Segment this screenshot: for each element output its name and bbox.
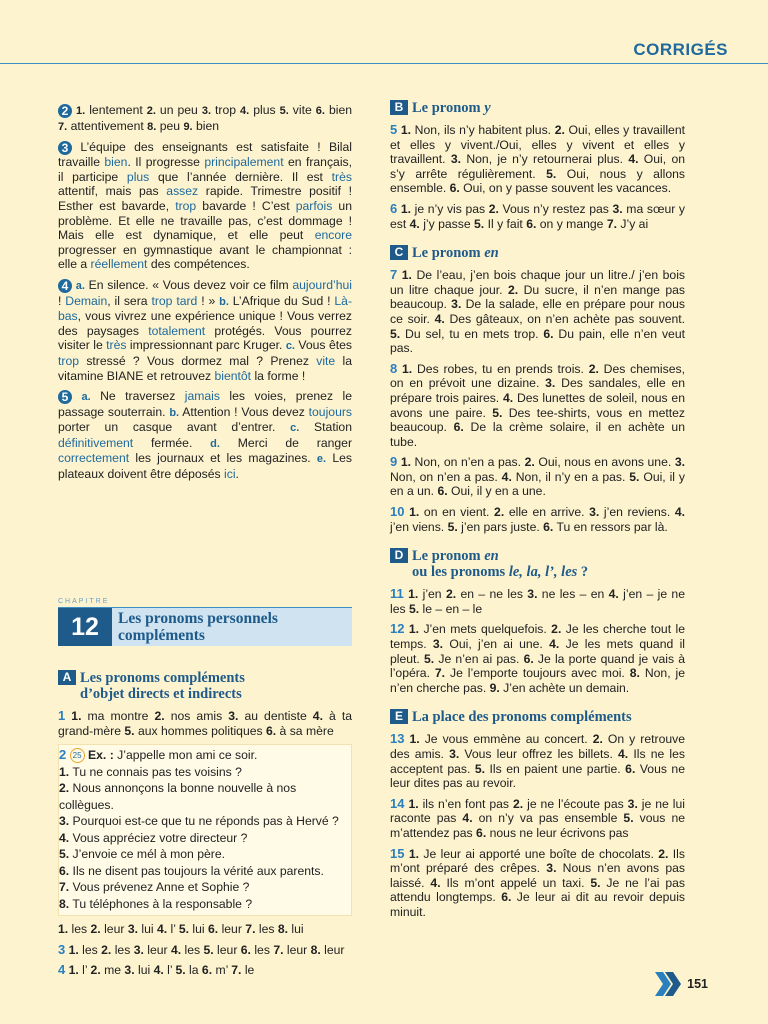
chapter-label: CHAPITRE xyxy=(58,598,110,605)
chapter-number: 12 xyxy=(58,608,112,646)
exercise-2: 2 1. lentement 2. un peu 3. trop 4. plus 5. vite 6. bien 7. attentivement 8. peu 9. bien xyxy=(58,103,352,133)
page-number: 151 xyxy=(687,977,708,991)
answer-11: 11 1. j’en 2. en – ne les 3. ne les – en 4. j’en – je ne les 5. le – en – le xyxy=(390,586,685,616)
example-line: 2 25 Ex. : J’appelle mon ami ce soir. xyxy=(59,747,258,763)
example-line: 1. Tu ne connais pas tes voisins ? xyxy=(59,764,242,779)
chapter-title: Les pronoms personnels compléments xyxy=(112,608,352,646)
answer-2: 1. les 2. leur 3. lui 4. l’ 5. lui 6. leur 7. les 8. lui xyxy=(58,922,304,937)
left-column xyxy=(58,103,352,488)
section-e-title: E La place des pronoms compléments xyxy=(390,709,685,725)
example-line: 4. Vous appréciez votre directeur ? xyxy=(59,830,248,845)
chapter-answers xyxy=(58,660,352,984)
answer-13: 13 1. Je vous emmène au concert. 2. On y retrouve des amis. 3. Vous leur offrez les billets. 4. Ils ne les acceptent pas. 5. Ils en paient une partie. 6. Vous ne leur dites pas au revoir. xyxy=(390,731,685,791)
header-rule xyxy=(0,63,768,64)
answer-4: 4 1. l’ 2. me 3. lui 4. l’ 5. la 6. m’ 7. le xyxy=(58,962,255,978)
chapter-banner xyxy=(58,598,352,646)
example-line: 8. Tu téléphones à la responsable ? xyxy=(59,896,253,911)
answer-12: 12 1. J’en mets quelquefois. 2. Je les cherche tout le temps. 3. Oui, j’en ai une. 4. Je les mets quand il pleut. 5. Je n’en ai pas. 6. Je la porte quand je vais à l’opéra. 7. Je l’emporte toujours avec moi. 8. Non, je n’en cherche pas. 9. J’en achète un demain. xyxy=(390,621,686,695)
example-line: 3. Pourquoi est-ce que tu ne réponds pas à Hervé ? xyxy=(59,814,339,829)
answer-3: 3 1. les 2. les 3. leur 4. les 5. leur 6. les 7. leur 8. leur xyxy=(58,941,345,957)
exercise-3: 3 L’équipe des enseignants est satisfaite ! Bilal travaille bien. Il progresse principalement en français, il participe plus que l’année dernière. Il est très attentif, mais pas assez rapide. Trimestre positif ! Esther est bavarde, trop bavarde ! C’est parfois un problème. Et elle ne travaille pas, c’est dommage ! Mais elle est dynamique, et elle peut encore progresser en gymnastique avant le championnat : elle a réellement des compétences. xyxy=(58,140,353,272)
section-title: CORRIGÉS xyxy=(633,40,728,59)
answer-8: 8 1. Des robes, tu en prends trois. 2. Des chemises, on en prévoit une dizaine. 3. Des sandales, elle en prépare trois paires. 4. Des lunettes de soleil, nous en avons une paire. 5. Des tee-shirts, vous en mettez beaucoup. 6. De la crème solaire, il en achète un tube. xyxy=(390,360,685,449)
answer-6: 6 1. je n’y vis pas 2. Vous n’y restez pas 3. ma sœur y est 4. j’y passe 5. Il y fait 6. on y mange 7. J’y ai xyxy=(390,200,685,231)
answer-15: 15 1. Je leur ai apporté une boîte de chocolats. 2. Ils m’ont préparé des crêpes. 3. Nous n’en avons pas laissé. 4. Ils m’ont appelé un taxi. 5. Je ne l’ai pas attendu longtemps. 6. Je leur ai dit au revoir depuis minuit. xyxy=(390,845,685,919)
section-a-title: A Les pronoms compléments d’objet directs et indirects xyxy=(58,670,352,702)
exercise-5: 5 a. Ne traversez jamais les voies, prenez le passage souterrain. b. Attention ! Vous devez toujours porter un casque avant d’entrer. c. Station définitivement fermée. d. Merci de ranger correctement les journaux et les magazines. e. Les plateaux doivent être déposés ici. xyxy=(58,389,352,482)
section-d-title: D Le pronom en ou les pronoms le, la, l’, les ? xyxy=(390,548,685,580)
answer-10: 10 1. on en vient. 2. elle en arrive. 3. j’en reviens. 4. j’en viens. 5. j’en pars juste. 6. Tu en ressors par là. xyxy=(390,504,685,534)
answer-7: 7 1. De l’eau, j’en bois chaque jour un litre./ j’en bois un litre chaque jour. 2. Du sucre, il n’en mange pas beaucoup. 3. De la salade, elle en prépare pour nous ce soir. 4. Des gâteaux, on n’en achète pas souvent. 5. Du sel, tu en mets trop. 6. Du pain, elle n’en veut pas. xyxy=(390,267,686,356)
answer-1: 1 1. ma montre 2. nos amis 3. au dentiste 4. à ta grand-mère 5. aux hommes politiques 6. à sa mère xyxy=(58,708,353,738)
answer-5: 5 1. Non, ils n’y habitent plus. 2. Oui, elles y travaillent et elles y vivent./Oui, elles y vivent et elles y travaillent. 3. Non, je n’y retournerai plus. 4. Oui, on s’y arrête régulièrement. 5. Oui, nous y allons ensemble. 6. Oui, on y passe souvent les vacances. xyxy=(390,122,686,196)
example-line: 7. Vous prévenez Anne et Sophie ? xyxy=(59,880,250,895)
answer-9: 9 1. Non, on n’en a pas. 2. Oui, nous en avons une. 3. Non, on n’en a pas. 4. Non, il n’y en a pas. 5. Oui, il y en a un. 6. Oui, il y en a une. xyxy=(390,454,686,499)
answer-14: 14 1. ils n’en font pas 2. je ne l’écoute pas 3. je ne lui raconte pas 4. on n’y va pas ensemble 5. vous ne m’attendez pas 6. nous ne leur écrivons pas xyxy=(390,795,686,840)
exercise-4: 4 a. En silence. « Vous devez voir ce film aujourd’hui ! Demain, il sera trop tard ! » b. L’Afrique du Sud ! Là-bas, vous vivrez une expérience unique ! Vous verrez des paysages totalement protégés. Vous pourrez visiter le très impressionnant parc Kruger. c. Vous êtes trop stressé ? Vous dormez mal ? Prenez vite la vitamine BIANE et retrouvez bientôt la forme ! xyxy=(58,277,353,383)
section-c-title: C Le pronom en xyxy=(390,245,685,261)
example-line: 2. Nous annonçons la bonne nouvelle à nos collègues. xyxy=(59,781,297,812)
section-b-title: B Le pronom y xyxy=(390,100,685,116)
example-line: 6. Ils ne disent pas toujours la vérité aux parents. xyxy=(59,863,324,878)
example-box xyxy=(58,744,352,916)
right-column xyxy=(390,100,685,926)
page-header xyxy=(0,40,768,64)
next-arrow-icon xyxy=(655,972,681,996)
example-line: 5. J’envoie ce mél à mon père. xyxy=(59,847,225,862)
